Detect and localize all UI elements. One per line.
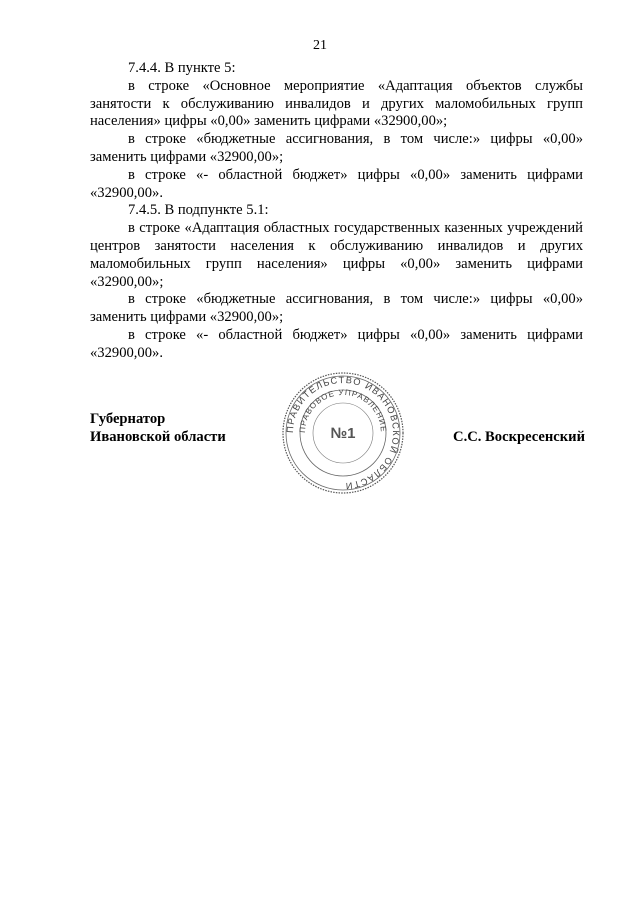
paragraph: в строке «- областной бюджет» цифры «0,00» заменить цифрами «32900,00». (90, 166, 583, 201)
paragraph: в строке «Адаптация областных государственных казенных учреждений центров занятости населения к обслуживанию инвалидов и других маломобильных групп населения» цифры «0,00» заменить цифрами «32900,00»; (90, 220, 583, 290)
paragraph: в строке «Основное мероприятие «Адаптация объектов службы занятости к обслуживанию инвалидов и других маломобильных групп населения» цифры «0,00» заменить цифрами «32900,00»; (90, 77, 583, 130)
seal-outer-text: ПРАВИТЕЛЬСТВО ИВАНОВСКОЙ ОБЛАСТИ (284, 374, 402, 492)
signatory-position (90, 410, 226, 446)
signatory-name: С.С. Воскресенский (453, 429, 585, 445)
paragraph: в строке «бюджетные ассигнования, в том числе:» цифры «0,00» заменить цифрами «32900,00»; (90, 131, 583, 165)
page-number: 21 (313, 38, 327, 53)
seal-number: №1 (330, 425, 356, 442)
position-line: Губернатор (90, 411, 166, 427)
official-seal (280, 370, 406, 496)
paragraph-7-4-4: 7.4.4. В пункте 5: (128, 60, 236, 76)
position-line: Ивановской области (90, 429, 226, 445)
paragraph-7-4-5: 7.4.5. В подпункте 5.1: (128, 202, 269, 219)
paragraph: в строке «- областной бюджет» цифры «0,00» заменить цифрами «32900,00». (90, 326, 583, 361)
paragraph: в строке «бюджетные ассигнования, в том числе:» цифры «0,00» заменить цифрами «32900,00»; (90, 291, 583, 326)
seal-inner-text: ПРАВОВОЕ УПРАВЛЕНИЕ (297, 387, 389, 434)
document-body (90, 60, 583, 363)
